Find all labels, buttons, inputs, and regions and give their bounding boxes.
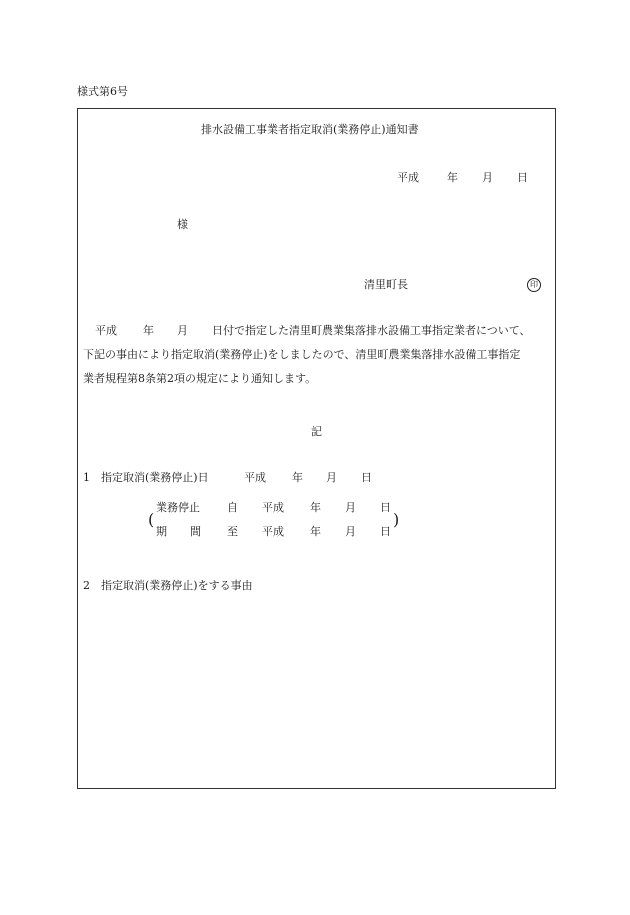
date-era: 平成: [397, 171, 419, 184]
body-line-1: 日付で指定した清里町農業集落排水設備工事指定業者について、: [212, 324, 531, 337]
suspension-from-month: 月: [345, 501, 356, 514]
paren-open: (: [148, 510, 155, 529]
ki-heading: 記: [311, 425, 322, 438]
suspension-label-b: 間: [190, 525, 201, 538]
item-1-day: 日: [361, 471, 372, 484]
sender-name: 清里町長: [364, 278, 408, 291]
suspension-label-a: 期: [156, 525, 167, 538]
item-1-month: 月: [326, 471, 337, 484]
body-line-2: 下記の事由により指定取消(業務停止)をしましたので、清里町農業集落排水設備工事指定: [83, 348, 521, 361]
form-frame: [77, 108, 556, 789]
date-month: 月: [482, 171, 493, 184]
suspension-from: 自: [227, 501, 238, 514]
suspension-label-top: 業務停止: [156, 501, 200, 514]
item-1-number: 1: [83, 471, 90, 484]
suspension-from-day: 日: [380, 501, 391, 514]
suspension-to-year: 年: [310, 525, 321, 538]
date-year: 年: [447, 171, 458, 184]
body-line-3: 業者規程第8条第2項の規定により通知します。: [83, 372, 317, 385]
item-1-year: 年: [292, 471, 303, 484]
body-month: 月: [177, 324, 188, 337]
form-number: 様式第6号: [77, 85, 128, 98]
paren-close: ): [393, 510, 400, 529]
item-1-era: 平成: [244, 471, 266, 484]
item-1-label: 指定取消(業務停止)日: [101, 471, 209, 484]
suspension-to-day: 日: [380, 525, 391, 538]
addressee-suffix: 様: [177, 218, 188, 231]
suspension-to-era: 平成: [262, 525, 284, 538]
document-title: 排水設備工事業者指定取消(業務停止)通知書: [201, 123, 419, 136]
item-2-number: 2: [83, 579, 90, 592]
suspension-from-year: 年: [310, 501, 321, 514]
body-year: 年: [143, 324, 154, 337]
seal-icon: 印: [527, 278, 541, 292]
date-day: 日: [517, 171, 528, 184]
suspension-from-era: 平成: [262, 501, 284, 514]
suspension-to-month: 月: [345, 525, 356, 538]
body-era: 平成: [95, 324, 117, 337]
suspension-to: 至: [227, 525, 238, 538]
item-2-label: 指定取消(業務停止)をする事由: [101, 579, 253, 592]
